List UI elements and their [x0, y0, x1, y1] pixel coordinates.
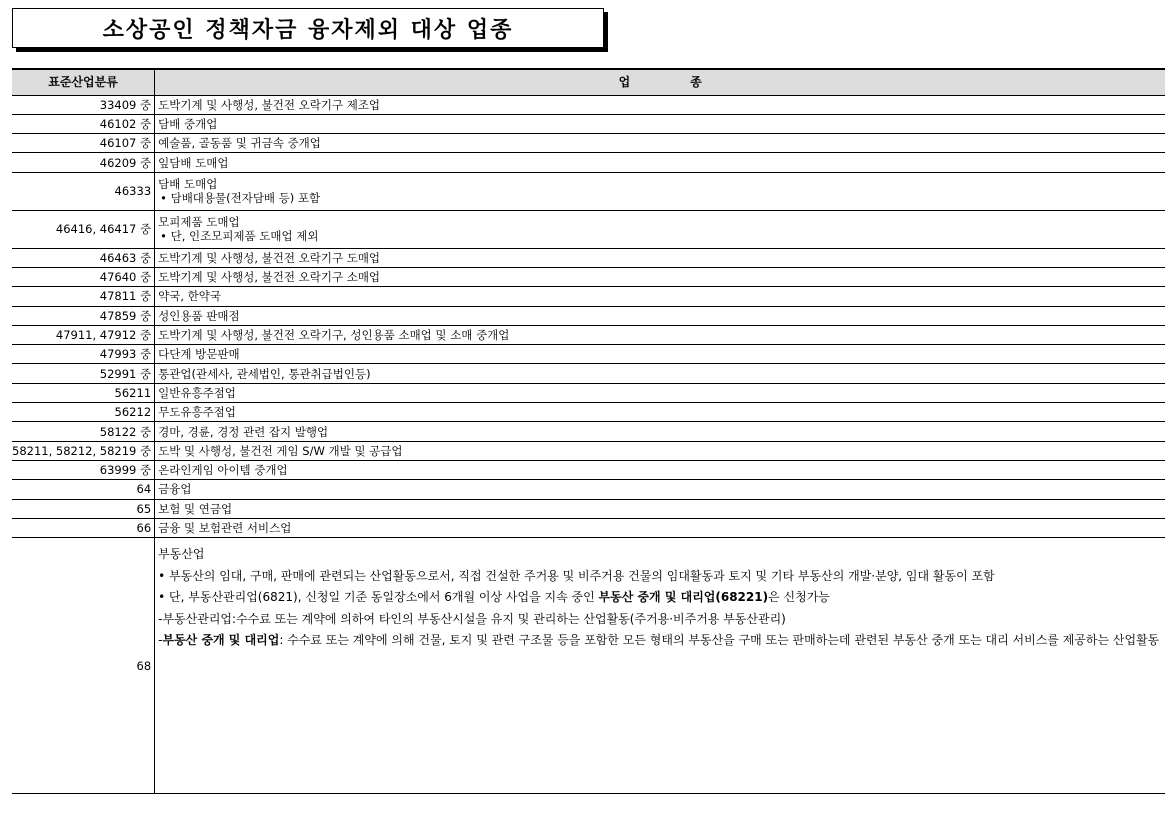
table-cell-code: 46333 [12, 172, 155, 210]
table-cell-code: 52991 중 [12, 364, 155, 383]
table-row [12, 287, 1165, 306]
table-cell-industry [155, 114, 1165, 133]
table-cell-code: 33409 중 [12, 95, 155, 114]
table-cell-code: 58122 중 [12, 422, 155, 441]
real-estate-def-2-dash: - [158, 633, 163, 648]
table-cell-code: 47911, 47912 중 [12, 325, 155, 344]
real-estate-def-1: -부동산관리업:수수료 또는 계약에 의하여 타인의 부동산시설을 유지 및 관리하는 산업활동(주거용·비주거용 부동산관리) [158, 611, 786, 626]
table-row [12, 248, 1165, 267]
table-row [12, 460, 1165, 479]
industry-name: 도박기계 및 사행성, 불건전 오락기구 소매업 [158, 270, 381, 285]
industry-column-header: 업종 [618, 75, 762, 90]
real-estate-bullet-2-bold: 부동산 중개 및 대리업(68221) [598, 590, 769, 605]
industry-name: 통관업(관세사, 관세법인, 통관취급법인등) [158, 366, 371, 381]
table-cell-code: 47640 중 [12, 267, 155, 286]
table-cell-code: 47811 중 [12, 287, 155, 306]
real-estate-def-2-bold: 부동산 중개 및 대리업 [162, 633, 280, 648]
table-row [12, 422, 1165, 441]
table-row [12, 480, 1165, 499]
table-row [12, 364, 1165, 383]
table-row [12, 114, 1165, 133]
industry-name: 무도유흥주점업 [158, 405, 236, 420]
table-cell-code: 56212 [12, 403, 155, 422]
table-cell-industry [155, 95, 1165, 114]
page-title: 소상공인 정책자금 융자제외 대상 업종 [12, 8, 604, 48]
table-row [12, 345, 1165, 364]
industry-name: 예술품, 골동품 및 귀금속 중개업 [158, 136, 321, 151]
table-cell-code: 65 [12, 499, 155, 518]
industry-name: 담배 도매업 [158, 177, 218, 192]
industry-name: 도박기계 및 사행성, 불건전 오락기구, 성인용품 소매업 및 소매 중개업 [158, 328, 510, 343]
table-row [12, 403, 1165, 422]
industry-name: 잎담배 도매업 [158, 155, 229, 170]
industry-name: 금융 및 보험관련 서비스업 [158, 520, 292, 535]
real-estate-def-2-text: : 수수료 또는 계약에 의해 건물, 토지 및 관련 구조물 등을 포함한 모든 형태의 부동산을 구매 또는 판매하는데 관련된 부동산 중개 또는 대리 서비스를 제공하는 산업활동 [279, 633, 1160, 648]
real-estate-def-2 [158, 630, 1159, 652]
table-row [12, 134, 1165, 153]
table-row [12, 518, 1165, 537]
table-row [12, 95, 1165, 114]
code-column-header: 표준산업분류 [12, 69, 155, 95]
industry-name: 약국, 한약국 [158, 289, 221, 304]
industry-name: 일반유흥주점업 [158, 385, 236, 400]
table-cell-code: 56211 [12, 383, 155, 402]
table-header-row [12, 69, 1165, 95]
table-cell-industry [155, 460, 1165, 479]
table-cell-industry [155, 441, 1165, 460]
industry-name: 모피제품 도매업 [158, 215, 240, 230]
table-cell-industry [155, 134, 1165, 153]
industry-name: 금융업 [158, 482, 192, 497]
table-cell-code: 63999 중 [12, 460, 155, 479]
table-cell-industry [155, 499, 1165, 518]
table-cell-industry [155, 306, 1165, 325]
industry-name: 보험 및 연금업 [158, 501, 233, 516]
real-estate-bullet-2-tail: 은 신청가능 [768, 590, 830, 605]
real-estate-bullet-2-text: • 단, 부동산관리업(6821), 신청일 기준 동일장소에서 6개월 이상 사업을 지속 중인 [158, 590, 599, 605]
table-row [12, 153, 1165, 172]
table-cell-code: 47859 중 [12, 306, 155, 325]
table-cell-code: 64 [12, 480, 155, 499]
table-cell-industry [155, 518, 1165, 537]
table-cell-industry [155, 153, 1165, 172]
table-row [12, 306, 1165, 325]
industry-note: • 단, 인조모피제품 도매업 제외 [160, 229, 319, 244]
industry-name: 도박기계 및 사행성, 불건전 오락기구 제조업 [158, 97, 381, 112]
table-cell-code: 46102 중 [12, 114, 155, 133]
table-cell-industry [155, 210, 1165, 248]
table-cell-industry [155, 345, 1165, 364]
table-cell-industry [155, 422, 1165, 441]
industry-name: 도박 및 사행성, 불건전 게임 S/W 개발 및 공급업 [158, 443, 403, 458]
table-cell-industry [155, 248, 1165, 267]
table-row [12, 441, 1165, 460]
table-cell-code: 68 [12, 538, 155, 794]
industry-name: 온라인게임 아이템 중개업 [158, 463, 288, 478]
industry-name: 담배 중개업 [158, 116, 218, 131]
table-row [12, 267, 1165, 286]
table-row [12, 383, 1165, 402]
table-cell-code: 58211, 58212, 58219 중 [12, 441, 155, 460]
table-cell-industry [155, 287, 1165, 306]
industry-name: 도박기계 및 사행성, 불건전 오락기구 도매업 [158, 250, 381, 265]
table-body [12, 95, 1165, 794]
table-cell-industry [155, 480, 1165, 499]
table-cell-code: 46107 중 [12, 134, 155, 153]
table-cell-code: 46416, 46417 중 [12, 210, 155, 248]
table-row-real-estate [12, 538, 1165, 794]
real-estate-title: 부동산업 [158, 547, 205, 562]
table-cell-industry [155, 403, 1165, 422]
industry-note: • 담배대용물(전자담배 등) 포함 [160, 191, 321, 206]
table-row [12, 325, 1165, 344]
industry-name: 다단계 방문판매 [158, 347, 240, 362]
table-cell-industry [155, 267, 1165, 286]
table-row [12, 499, 1165, 518]
industry-name: 성인용품 판매점 [158, 308, 240, 323]
table-cell-industry [155, 172, 1165, 210]
table-cell-industry [155, 325, 1165, 344]
table-row [12, 210, 1165, 248]
table-row [12, 172, 1165, 210]
table-cell-industry [155, 383, 1165, 402]
table-cell-industry [155, 364, 1165, 383]
real-estate-bullet-1: • 부동산의 임대, 구매, 판매에 관련되는 산업활동으로서, 직접 건설한 주거용 및 비주거용 건물의 임대활동과 토지 및 기타 부동산의 개발·분양, 임대 활동이 포함 [158, 568, 995, 583]
table-cell-code: 66 [12, 518, 155, 537]
industry-name: 경마, 경륜, 경정 관련 잡지 발행업 [158, 424, 329, 439]
table-cell-code: 46209 중 [12, 153, 155, 172]
table-cell-industry [155, 538, 1165, 794]
table-cell-code: 47993 중 [12, 345, 155, 364]
real-estate-bullet-2 [158, 587, 1159, 609]
table-cell-code: 46463 중 [12, 248, 155, 267]
exclusion-table [12, 68, 1165, 794]
